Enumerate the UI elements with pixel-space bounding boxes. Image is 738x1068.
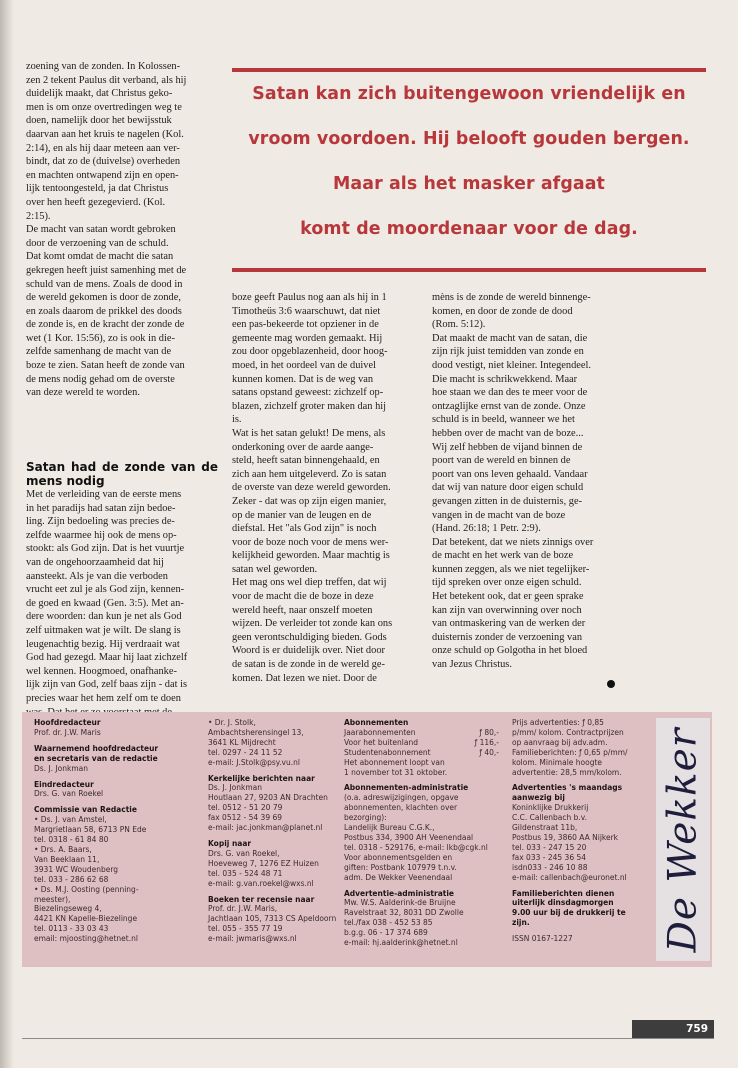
colophon-line: tel. 033 - 247 15 20 (512, 842, 587, 852)
text-line: de wereld gekomen is door de zonde, (26, 292, 181, 304)
colophon-line: • Ds. M.J. Oosting (penning- (34, 884, 139, 894)
logo-text: De Wekker (660, 727, 706, 952)
column-1-top (26, 60, 218, 400)
colophon-line: tel. 033 - 286 62 68 (34, 874, 109, 884)
colophon-line: C.C. Callenbach b.v. (512, 813, 587, 823)
text-line: duisternis zonder de verzoening van (432, 631, 583, 643)
text-line: satans opstand geweest: zichzelf op- (232, 387, 384, 399)
text-line: door de verzoening van de schuld. (26, 237, 169, 249)
colophon-line: Margrietlaan 58, 6713 PN Ede (34, 825, 147, 835)
colophon-line: Landelijk Bureau C.G.K., (344, 823, 435, 833)
text-line: zelfde waarmee hij ook de mens op- (26, 529, 177, 541)
text-line: en zoals daarom de prikkel des doods (26, 305, 182, 317)
text-line: komen, en door de zonde de dood (432, 305, 573, 317)
price-value: ƒ 116,- (474, 737, 499, 747)
text-line: De macht van satan wordt gebroken (26, 224, 176, 236)
text-line: Wat is het satan gelukt! De mens, als (232, 427, 386, 439)
colophon-heading: Kopij naar (208, 838, 252, 848)
colophon-line: 4421 KN Kapelle-Biezelinge (34, 914, 138, 924)
text-line: dood vestigt, niet kleiner. Integendeel. (432, 359, 591, 371)
colophon-heading: Familieberichten dienen (512, 888, 615, 898)
text-line: zen 2 tekent Paulus dit verband, als hij (26, 74, 187, 86)
text-line: men is om onze overtredingen weg te (26, 101, 182, 113)
text-line: gevangen zitten in de duisternis, ge- (432, 495, 583, 507)
text-line: Timotheüs 3:6 waarschuwt, dat niet (232, 305, 381, 317)
colophon-line: Voor abonnementsgelden en (344, 852, 453, 862)
colophon-line: tel. 0297 - 24 11 52 (208, 747, 283, 757)
colophon-line: Familieberichten: ƒ 0,65 p/mm/ (512, 747, 628, 757)
de-wekker-logo (656, 718, 710, 961)
text-line: poort van de wereld en binnen de (432, 455, 571, 467)
text-line: hebben over de macht van de boze... (432, 427, 584, 439)
colophon-line: • Ds. J. van Amstel, (34, 815, 107, 825)
text-line: de macht en het werk van de boze (432, 550, 574, 562)
text-line: leugenachtig bezig. Hij verdraait wat (26, 638, 180, 650)
price-row (344, 738, 499, 748)
text-line: duidelijk maakt, dat Christus geko- (26, 88, 173, 100)
column-1-bottom (26, 460, 218, 719)
colophon-line: Prijs advertenties: ƒ 0,85 (512, 718, 604, 727)
text-line: blazen, zichzelf groter maken dan hij (232, 400, 387, 412)
text-line: 2:14), en als hij daar meteen aan ver- (26, 142, 180, 154)
subheading: Satan had de zonde van de mens nodig (26, 460, 218, 488)
colophon-line: Biezelingseweg 4, (34, 904, 102, 914)
colophon-line: isdn033 - 246 10 88 (512, 862, 588, 872)
colophon-heading: zijn. (512, 918, 530, 928)
colophon-line: e-mail: hj.aalderink@hetnet.nl (344, 938, 458, 948)
colophon-line: tel./fax 038 - 452 53 85 (344, 918, 433, 928)
text-line: Het mag ons wel diep treffen, dat wij (232, 577, 387, 589)
price-label: Studentenabonnement (344, 747, 431, 757)
text-line: zou door opgeblazenheid, door hoog- (232, 346, 388, 358)
text-line: de satan is de zonde in de wereld ge- (232, 659, 385, 671)
colophon-col-3-text (344, 758, 499, 948)
text-line: voor de boze noch voor de mens wer- (232, 536, 389, 548)
text-line: dat wij van nature door eigen schuld (432, 482, 584, 494)
text-line: Dat maakt de macht van de satan, die (432, 332, 588, 344)
text-line: de zonde is, en de kracht der zonde de (26, 319, 185, 331)
colophon-heading: en secretaris van de redactie (34, 753, 158, 763)
text-line: wereld heeft, naar onszelf moeten (232, 604, 373, 616)
text-line: komen. Dat lezen we niet. Door de (232, 672, 377, 684)
price-label: Voor het buitenland (344, 737, 418, 747)
text-line: kan zijn van overwinning over noch (432, 604, 582, 616)
colophon-line: tel. 035 - 524 48 71 (208, 868, 283, 878)
text-line: (Rom. 5:12). (432, 319, 486, 331)
binding-shadow (0, 0, 14, 1068)
colophon-line: ISSN 0167-1227 (512, 934, 573, 944)
text-line: geen verontschuldiging bieden. Gods (232, 631, 387, 643)
colophon-heading: aanwezig bij (512, 793, 565, 803)
colophon-line: bezorging): (344, 813, 387, 823)
colophon-line: Prof. dr. J.W. Maris, (208, 904, 278, 914)
colophon-line: Ravelstraat 32, 8031 DD Zwolle (344, 908, 464, 918)
text-line: lijk tentoongesteld, ja dat Christus (26, 183, 169, 195)
text-line: aansteekt. Als je van die verboden (26, 570, 168, 582)
text-line: en machten ontwapend zijn en open- (26, 169, 179, 181)
colophon-line: e-mail: g.van.roekel@wxs.nl (208, 878, 314, 888)
colophon-line: tel. 0318 - 61 84 80 (34, 835, 109, 845)
text-line: de mens nodig gehad om de overste (26, 373, 175, 385)
colophon-line: Gildenstraat 11b, (512, 823, 578, 833)
text-line: Satan kan zich buitengewoon vriendelijk en (252, 84, 686, 104)
text-line: satan wel geworden. (232, 563, 318, 575)
text-line: wel kennen. Hoogmoed, onafhanke- (26, 665, 177, 677)
text-line: gemeente mag worden gemaakt. Hij (232, 332, 383, 344)
text-line: zich aan hem uitgeleverd. Zo is satan (232, 468, 387, 480)
colophon-heading: Advertentie-administratie (344, 888, 454, 898)
text-line: ling. Zijn bedoeling was precies de- (26, 516, 175, 528)
text-line: komt de moordenaar voor de dag. (300, 219, 638, 239)
colophon-heading: Eindredacteur (34, 779, 94, 789)
colophon-line: Houtlaan 27, 9203 AN Drachten (208, 793, 328, 803)
colophon-line: Ambachtsherensingel 13, (208, 727, 304, 737)
text-line: van Jezus Christus. (432, 659, 512, 671)
colophon-line: • Drs. A. Baars, (34, 844, 92, 854)
colophon-line: tel. 0113 - 33 03 43 (34, 924, 109, 934)
text-line: kunnen zeggen, als we niet tegelijker- (432, 563, 590, 575)
subscriptions-heading: Abonnementen (344, 718, 409, 727)
colophon-line: • Dr. J. Stolk, (208, 718, 256, 727)
footer-rule (22, 1038, 714, 1039)
colophon-line: Prof. dr. J.W. Maris (34, 727, 101, 737)
colophon-col-2 (208, 718, 358, 944)
colophon-line: p/mm/ kolom. Contractprijzen (512, 727, 624, 737)
text-line: (Hand. 26:18; 1 Petr. 2:9). (432, 523, 541, 535)
colophon-line: Jachtlaan 105, 7313 CS Apeldoorn (208, 914, 337, 924)
text-line: boze te zien. Satan heeft de zonde van (26, 360, 185, 372)
colophon-line: tel. 0318 - 529176, e-mail: lkb@cgk.nl (344, 842, 488, 852)
colophon-line: meester), (34, 894, 71, 904)
colophon-heading: 9.00 uur bij de drukkerij te (512, 908, 626, 918)
text-line: vroom voordoen. Hij belooft gouden bergen. (248, 129, 690, 149)
text-line: ontzaglijke ernst van de zonde. Onze (432, 400, 586, 412)
colophon-line: e-mail: jwmaris@wxs.nl (208, 934, 297, 944)
text-line: over hen heeft gezegevierd. (Kol. (26, 196, 166, 208)
text-line: zelf uitmaken wat je wilt. De slang is (26, 624, 181, 636)
colophon-heading: Boeken ter recensie naar (208, 894, 315, 904)
text-line: precies waar het hem zelf om te doen (26, 692, 181, 704)
text-line: diefstal. Het "als God zijn" is noch (232, 523, 377, 535)
colophon-line: abonnementen, klachten over (344, 803, 458, 813)
price-value: ƒ 80,- (479, 727, 499, 737)
text-line: daarvan aan het kruis te nagelen (Kol. (26, 128, 184, 140)
colophon-line: Drs. G. van Roekel, (208, 848, 280, 858)
text-line: onderkoning over de aarde aange- (232, 441, 374, 453)
colophon-heading: Waarnemend hoofdredacteur (34, 743, 159, 753)
price-row (344, 748, 499, 758)
colophon-col-4 (512, 718, 660, 944)
text-line: van deze wereld te worden. (26, 387, 140, 399)
text-line: moed, in het oordeel van de duivel (232, 359, 376, 371)
text-line: op de manier van de leugen en de (232, 509, 372, 521)
text-line: gekregen heeft juist samenhing met de (26, 264, 187, 276)
text-line: wijzen. De verleider tot zonde kan ons (232, 618, 393, 630)
price-row (344, 728, 499, 738)
text-line: van ontmaskering van de werken der (432, 618, 586, 630)
column-2 (232, 291, 424, 685)
colophon-line: kolom. Minimale hoogte (512, 757, 603, 767)
colophon-col-3 (344, 718, 499, 948)
text-line: Met de verleiding van de eerste mens (26, 489, 182, 500)
text-line: God had gezegd. Maar hij laat zichzelf (26, 652, 188, 664)
text-line: Zeker - dat was op zijn eigen manier, (232, 495, 387, 507)
price-value: ƒ 40,- (479, 747, 499, 757)
colophon-heading: Commissie van Redactie (34, 805, 137, 815)
text-line: Wij zelf hebben de vijand binnen de (432, 441, 583, 453)
text-line: dere woorden: dan kun je net als God (26, 611, 182, 623)
text-line: Het betekent ook, dat er geen sprake (432, 591, 584, 603)
colophon-line: advertentie: 28,5 mm/kolom. (512, 767, 622, 777)
text-line: een pas-bekeerde tot opziener in de (232, 319, 379, 331)
colophon-line: Hoeveweg 7, 1276 EZ Huizen (208, 858, 319, 868)
pullquote (232, 72, 706, 272)
colophon-line: Koninklijke Drukkerij (512, 803, 589, 813)
text-line: de goed en kwaad (Gen. 3:5). Met an- (26, 597, 184, 609)
text-line: 2:15). (26, 210, 51, 222)
colophon-line: 3931 WC Woudenberg (34, 864, 119, 874)
text-line: Maar als het masker afgaat (333, 174, 605, 194)
colophon-line: b.g.g. 06 - 17 374 689 (344, 928, 428, 938)
text-line: schuld van de mens. Zoals de dood in (26, 278, 183, 290)
text-line: vrucht eet zul je als God zijn, kennen- (26, 584, 185, 596)
colophon-heading: Advertenties 's maandags (512, 783, 623, 793)
colophon (22, 712, 712, 967)
text-line: wet (1 Kor. 15:56), zo is ook in die- (26, 332, 175, 344)
text-line: lijk zijn van God, zelf baas zijn - dat is (26, 679, 188, 691)
text-line: zoening van de zonden. In Kolossen- (26, 61, 181, 72)
colophon-line: Postbus 334, 3900 AH Veenendaal (344, 832, 474, 842)
colophon-line: fax 033 - 245 36 54 (512, 852, 587, 862)
text-line: zelfde samenhang de macht van de (26, 346, 172, 358)
text-line: steld, heeft satan binnengehaald, en (232, 455, 380, 467)
text-line: boze geeft Paulus nog aan als hij in 1 (232, 292, 387, 303)
text-line: van de ongehoorzaamheid dat hij (26, 556, 164, 568)
text-line: hoe staan we dan des te meer voor de (432, 387, 588, 399)
text-line: bindt, dat zo de (duivelse) overheden (26, 156, 181, 168)
colophon-heading: Abonnementen-administratie (344, 783, 469, 793)
pullquote-rule-bottom (232, 268, 706, 272)
colophon-line: Ds. J. Jonkman (208, 783, 262, 793)
text-line: Woord is er duidelijk over. Niet door (232, 645, 385, 657)
text-line: doen, namelijk door het bewijsstuk (26, 115, 172, 127)
colophon-line: adm. De Wekker Veenendaal (344, 872, 453, 882)
text-line: de overste van deze wereld geworden. (232, 482, 391, 494)
colophon-col-1 (34, 718, 194, 944)
colophon-line: 1 november tot 31 oktober. (344, 767, 448, 777)
colophon-line: Ds. J. Jonkman (34, 763, 88, 773)
page-number: 759 (632, 1020, 714, 1038)
text-line: schuld is in beeld, wanneer we het (432, 414, 575, 426)
text-line: stookt: als God zijn. Dat is het vuurtje (26, 543, 185, 555)
text-line: vangen in de macht van de boze (432, 509, 566, 521)
colophon-line: op aanvraag bij adv.adm. (512, 737, 608, 747)
colophon-line: 3641 KL Mijdrecht (208, 737, 276, 747)
colophon-line: e-mail: jac.jonkman@planet.nl (208, 823, 323, 833)
colophon-line: Mw. W.S. Aalderink-de Bruijne (344, 898, 456, 908)
text-line: Dat komt omdat de macht die satan (26, 251, 174, 263)
text-line: Dat betekent, dat we niets zinnigs over (432, 536, 594, 548)
text-line: in het paradijs had satan zijn bedoe- (26, 502, 176, 514)
colophon-line: Drs. G. van Roekel (34, 789, 104, 799)
colophon-line: e-mail: J.Stolk@psy.vu.nl (208, 757, 300, 767)
text-line: voor de macht die de boze in deze (232, 591, 374, 603)
text-line: kelijkheid geworden. Maar machtig is (232, 550, 390, 562)
subscription-prices (344, 728, 499, 758)
text-line: kunnen komen. Dat is de weg van (232, 373, 374, 385)
text-line: tijd spreken over onze eigen schuld. (432, 577, 582, 589)
colophon-line: Van Beeklaan 11, (34, 854, 100, 864)
price-label: Jaarabonnementen (344, 727, 416, 737)
text-line: onze schuld op Golgotha in het bloed (432, 645, 588, 657)
colophon-heading: uiterlijk dinsdagmorgen (512, 898, 614, 908)
colophon-line: tel. 055 - 355 77 19 (208, 924, 283, 934)
text-line: Die macht is schrikwekkend. Maar (432, 373, 578, 385)
colophon-line: fax 0512 - 54 39 69 (208, 813, 283, 823)
column-1-bottom-text (26, 488, 218, 719)
colophon-line: e-mail: callenbach@euronet.nl (512, 872, 627, 882)
colophon-line: giften: Postbank 107979 t.n.v. (344, 862, 457, 872)
colophon-line: tel. 0512 - 51 20 79 (208, 803, 283, 813)
colophon-line: (o.a. adreswijzigingen, opgave (344, 793, 459, 803)
colophon-line: email: mjoosting@hetnet.nl (34, 934, 138, 944)
end-bullet-icon (607, 680, 615, 688)
colophon-line: Het abonnement loopt van (344, 757, 445, 767)
colophon-line: Postbus 19, 3860 AA Nijkerk (512, 832, 619, 842)
text-line: mèns is de zonde de wereld binnenge- (432, 292, 591, 303)
colophon-heading: Hoofdredacteur (34, 718, 101, 727)
column-3 (432, 291, 624, 672)
text-line: zijn rijk juist temidden van zonde en (432, 346, 584, 358)
colophon-heading: Kerkelijke berichten naar (208, 773, 315, 783)
text-line: is. (232, 414, 242, 426)
text-line: poort van ons leven gehaald. Vandaar (432, 468, 588, 480)
